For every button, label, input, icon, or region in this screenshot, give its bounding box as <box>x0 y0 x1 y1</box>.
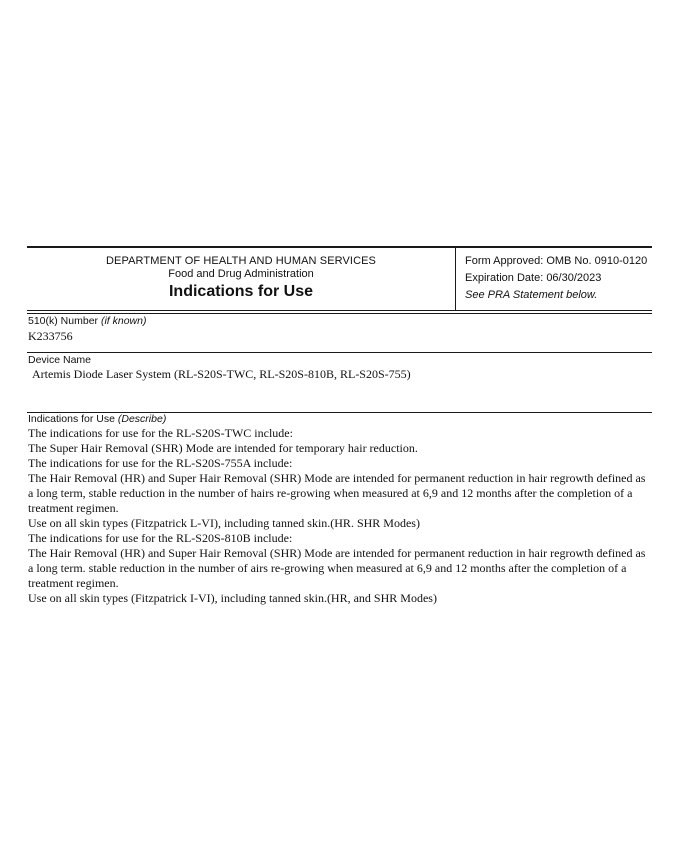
indications-line: The Hair Removal (HR) and Super Hair Removal (SHR) Mode are intended for permanent reduction in hair regrowth defined as a long term. stable reduction in the number of airs re-growing when measured at 6,9 and 12 months after the completion of a treatment regimen. <box>28 546 646 590</box>
indications-text <box>28 426 652 606</box>
indications-line: Use on all skin types (Fitzpatrick I-VI), including tanned skin.(HR, and SHR Modes) <box>28 591 437 605</box>
indications-line: The Hair Removal (HR) and Super Hair Removal (SHR) Mode are intended for permanent reduction in hair regrowth defined as a long term, stable reduction in the number of hairs re-growing when measured at 6,9 and 12 months after the completion of a treatment regimen. <box>28 471 646 515</box>
device-name-label: Device Name <box>28 354 92 366</box>
indications-label-text: Indications for Use <box>28 413 115 425</box>
indications-line: The indications for use for the RL-S20S-810B include: <box>28 531 293 545</box>
indications-line: The Super Hair Removal (SHR) Mode are intended for temporary hair reduction. <box>28 441 418 455</box>
omb-approval: Form Approved: OMB No. 0910-0120 <box>465 255 648 267</box>
k510-label <box>28 315 146 327</box>
pra-note: See PRA Statement below. <box>465 289 598 301</box>
department-name: DEPARTMENT OF HEALTH AND HUMAN SERVICES <box>106 255 376 267</box>
indications-line: Use on all skin types (Fitzpatrick L-VI), including tanned skin.(HR. SHR Modes) <box>28 516 420 530</box>
indications-line: The indications for use for the RL-S20S-TWC include: <box>28 426 293 440</box>
agency-block <box>27 248 455 308</box>
k510-label-text: 510(k) Number <box>28 315 99 327</box>
device-name-value: Artemis Diode Laser System (RL-S20S-TWC, RL-S20S-810B, RL-S20S-755) <box>32 367 411 381</box>
indications-label-note: (Describe) <box>117 413 167 425</box>
section-divider <box>27 352 652 353</box>
agency-name: Food and Drug Administration <box>168 268 314 280</box>
form-title: Indications for Use <box>168 283 314 300</box>
omb-block <box>465 248 655 308</box>
header-bottom-rule-double <box>27 313 652 314</box>
expiration-date: Expiration Date: 06/30/2023 <box>465 272 602 284</box>
k510-label-note: (if known) <box>100 315 147 327</box>
indications-line: The indications for use for the RL-S20S-755A include: <box>28 456 293 470</box>
header-divider <box>455 248 456 310</box>
form-header <box>27 246 652 308</box>
k510-number: K233756 <box>28 329 73 343</box>
indications-label <box>28 413 166 425</box>
header-bottom-rule <box>27 310 652 311</box>
